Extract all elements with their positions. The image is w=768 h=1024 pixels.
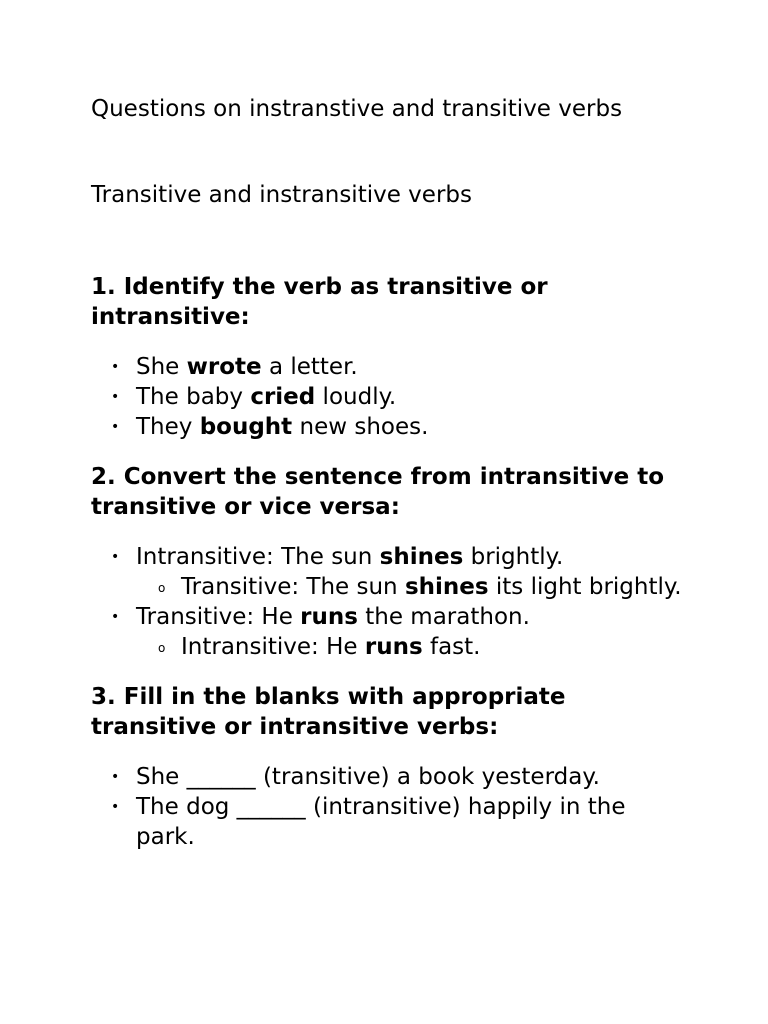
section-3-list [91,762,691,852]
section-2-list [91,542,691,662]
verb: cried [250,384,316,410]
sub-list [136,632,691,662]
document-content [91,272,691,872]
verb: bought [199,414,293,440]
bullet-icon: • [111,549,120,565]
list-item: • The dog ______ (intransitive) happily in the park. [111,794,626,850]
sub-list-item: o Intransitive: He runs fast. [136,632,691,662]
bullet-icon: • [111,419,120,435]
sub-list-item: o Transitive: The sun shines its light brightly. [136,572,691,602]
bullet-icon: • [111,359,120,375]
section-1-heading: 1. Identify the verb as transitive or intransitive: [91,274,548,330]
bullet-icon: • [111,609,120,625]
list-item: • She ______ (transitive) a book yesterday. [111,764,600,790]
document-title: Questions on instranstive and transitive verbs [91,96,623,122]
section-2-heading: 2. Convert the sentence from intransitive to transitive or vice versa: [91,464,665,520]
bullet-icon: • [111,389,120,405]
list-item: • They bought new shoes. [111,414,429,440]
bullet-icon: • [111,769,120,785]
section-3-heading: 3. Fill in the blanks with appropriate transitive or intransitive verbs: [91,684,566,740]
verb: shines [404,574,489,600]
circle-bullet-icon: o [158,581,166,595]
verb: wrote [186,354,262,380]
section-1-list [91,352,691,442]
list-item: • She wrote a letter. [111,354,358,380]
list-item: • Intransitive: The sun shines brightly. o Transitive: The sun shines its light brightly. [91,542,691,602]
sub-list [136,572,691,602]
verb: runs [364,634,423,660]
bullet-icon: • [111,799,120,815]
circle-bullet-icon: o [158,641,166,655]
list-item: • The baby cried loudly. [111,384,397,410]
list-item: • Transitive: He runs the marathon. o Intransitive: He runs fast. [91,602,691,662]
document-subtitle: Transitive and instransitive verbs [91,182,472,208]
verb: runs [300,604,358,630]
verb: shines [379,544,464,570]
